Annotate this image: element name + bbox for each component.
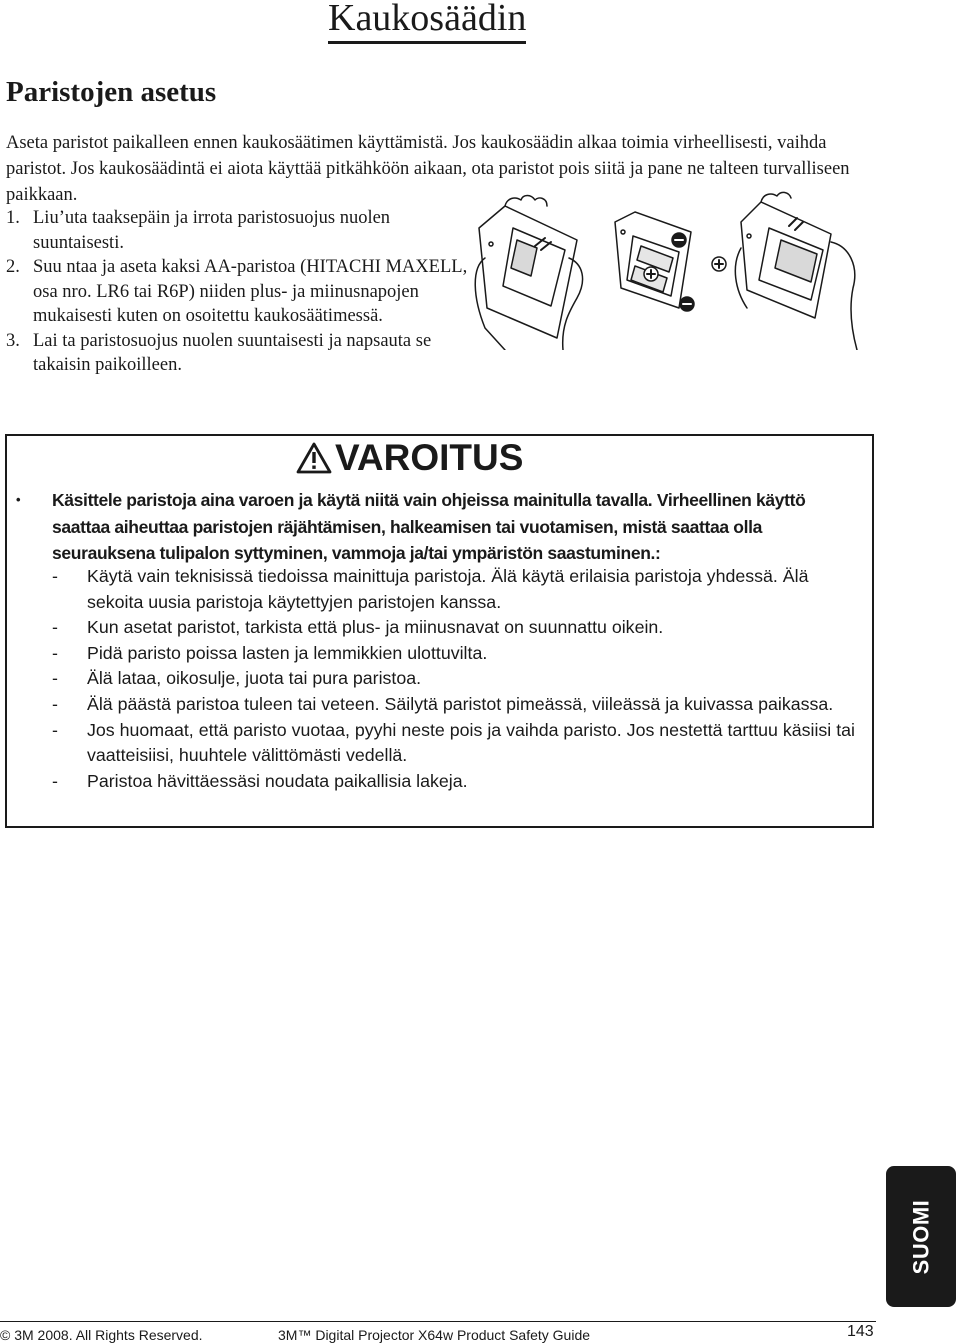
warning-item-text: Älä päästä paristoa tuleen tai veteen. Säilytä paristot pimeässä, viileässä ja kuivassa paikassa.: [87, 693, 834, 714]
battery-steps-list: [6, 206, 482, 378]
remote-open-cover-drawing: [475, 196, 582, 351]
warning-title: [296, 436, 523, 480]
footer-rule: [0, 1321, 876, 1322]
step-text: Liu’uta taaksepäin ja irrota paristosuojus nuolen suuntaisesti.: [33, 208, 391, 253]
warning-item-text: Älä lataa, oikosulje, juota tai pura paristoa.: [87, 668, 422, 689]
language-tab-label: SUOMI: [908, 1199, 933, 1274]
page-title: Kaukosäädin: [328, 0, 526, 44]
step-item: [6, 255, 482, 329]
battery-compartment-drawing: [615, 212, 726, 311]
dash: -: [52, 693, 58, 714]
language-tab: [886, 1166, 956, 1307]
dash: -: [52, 668, 58, 689]
warning-item: [52, 718, 860, 769]
warning-item-text: Käytä vain teknisissä tiedoissa mainittuja paristoja. Älä käytä erilaisia paristoja yhdessä. Älä sekoita uusia paristoja käytettyjen paristojen kanssa.: [87, 566, 809, 612]
page-number: 143: [847, 1323, 874, 1340]
warning-item: [52, 666, 860, 692]
dash: -: [52, 719, 58, 740]
battery-installation-illustration: [465, 188, 885, 350]
dash: -: [52, 770, 58, 791]
warning-triangle-icon: [296, 442, 332, 474]
warning-lead-text: Käsittele paristoja aina varoen ja käytä niitä vain ohjeissa mainitulla tavalla. Virheellinen käyttö saattaa aiheuttaa paristojen räjähtämisen, halkeamisen tai vuotamisen, mistä saattaa olla seurauksena tulipalon syttyminen, vammoja ja/tai ympäristön saastuminen.:: [52, 490, 806, 563]
warning-item-text: Kun asetat paristot, tarkista että plus- ja miinusnavat on suunnattu oikein.: [87, 617, 664, 638]
warning-item: [52, 564, 860, 615]
dash: -: [52, 642, 58, 663]
step-number: 2.: [6, 257, 20, 277]
bullet: •: [16, 492, 21, 507]
footer-product-name: 3M™ Digital Projector X64w Product Safety Guide: [278, 1327, 591, 1343]
warning-item-text: Paristoa hävittäessäsi noudata paikallisia lakeja.: [87, 770, 468, 791]
step-item: [6, 206, 482, 255]
dash: -: [52, 566, 58, 586]
step-number: 1.: [6, 208, 20, 228]
intro-paragraph: Aseta paristot paikalleen ennen kaukosäätimen käyttämistä. Jos kaukosäädin alkaa toimia virheellisesti, vaihda paristot. Jos kaukosäädintä ei aiota käyttää pitkähköön aikaan, ota paristot pois siitä ja pane ne talteen turvalliseen paikkaan.: [6, 133, 850, 205]
step-text: Lai ta paristosuojus nuolen suuntaisesti ja napsauta se takaisin paikoilleen.: [33, 330, 432, 375]
remote-close-cover-drawing: [735, 192, 857, 350]
warning-item: [52, 692, 860, 718]
warning-item: [52, 769, 860, 795]
warning-item: [52, 641, 860, 667]
footer-copyright: © 3M 2008. All Rights Reserved.: [0, 1327, 203, 1343]
warning-list: [52, 564, 860, 794]
step-item: [6, 329, 482, 378]
warning-item: [52, 615, 860, 641]
warning-lead: [16, 487, 862, 567]
step-number: 3.: [6, 330, 20, 351]
step-text: Suu ntaa ja aseta kaksi AA-paristoa (HITACHI MAXELL, osa nro. LR6 tai R6P) niiden plus- ja miinusnapojen mukaisesti kuten on osoitettu kaukosäätimessä.: [33, 257, 468, 326]
warning-title-text: VAROITUS: [335, 437, 524, 478]
section-heading: Paristojen asetus: [6, 76, 217, 108]
dash: -: [52, 617, 58, 638]
warning-item-text: Jos huomaat, että paristo vuotaa, pyyhi neste pois ja vaihda paristo. Jos nestettä tarttuu käsiisi tai vaatteisiisi, huuhtele välittömästi vedellä.: [87, 719, 855, 766]
warning-item-text: Pidä paristo poissa lasten ja lemmikkien ulottuvilta.: [87, 642, 488, 663]
